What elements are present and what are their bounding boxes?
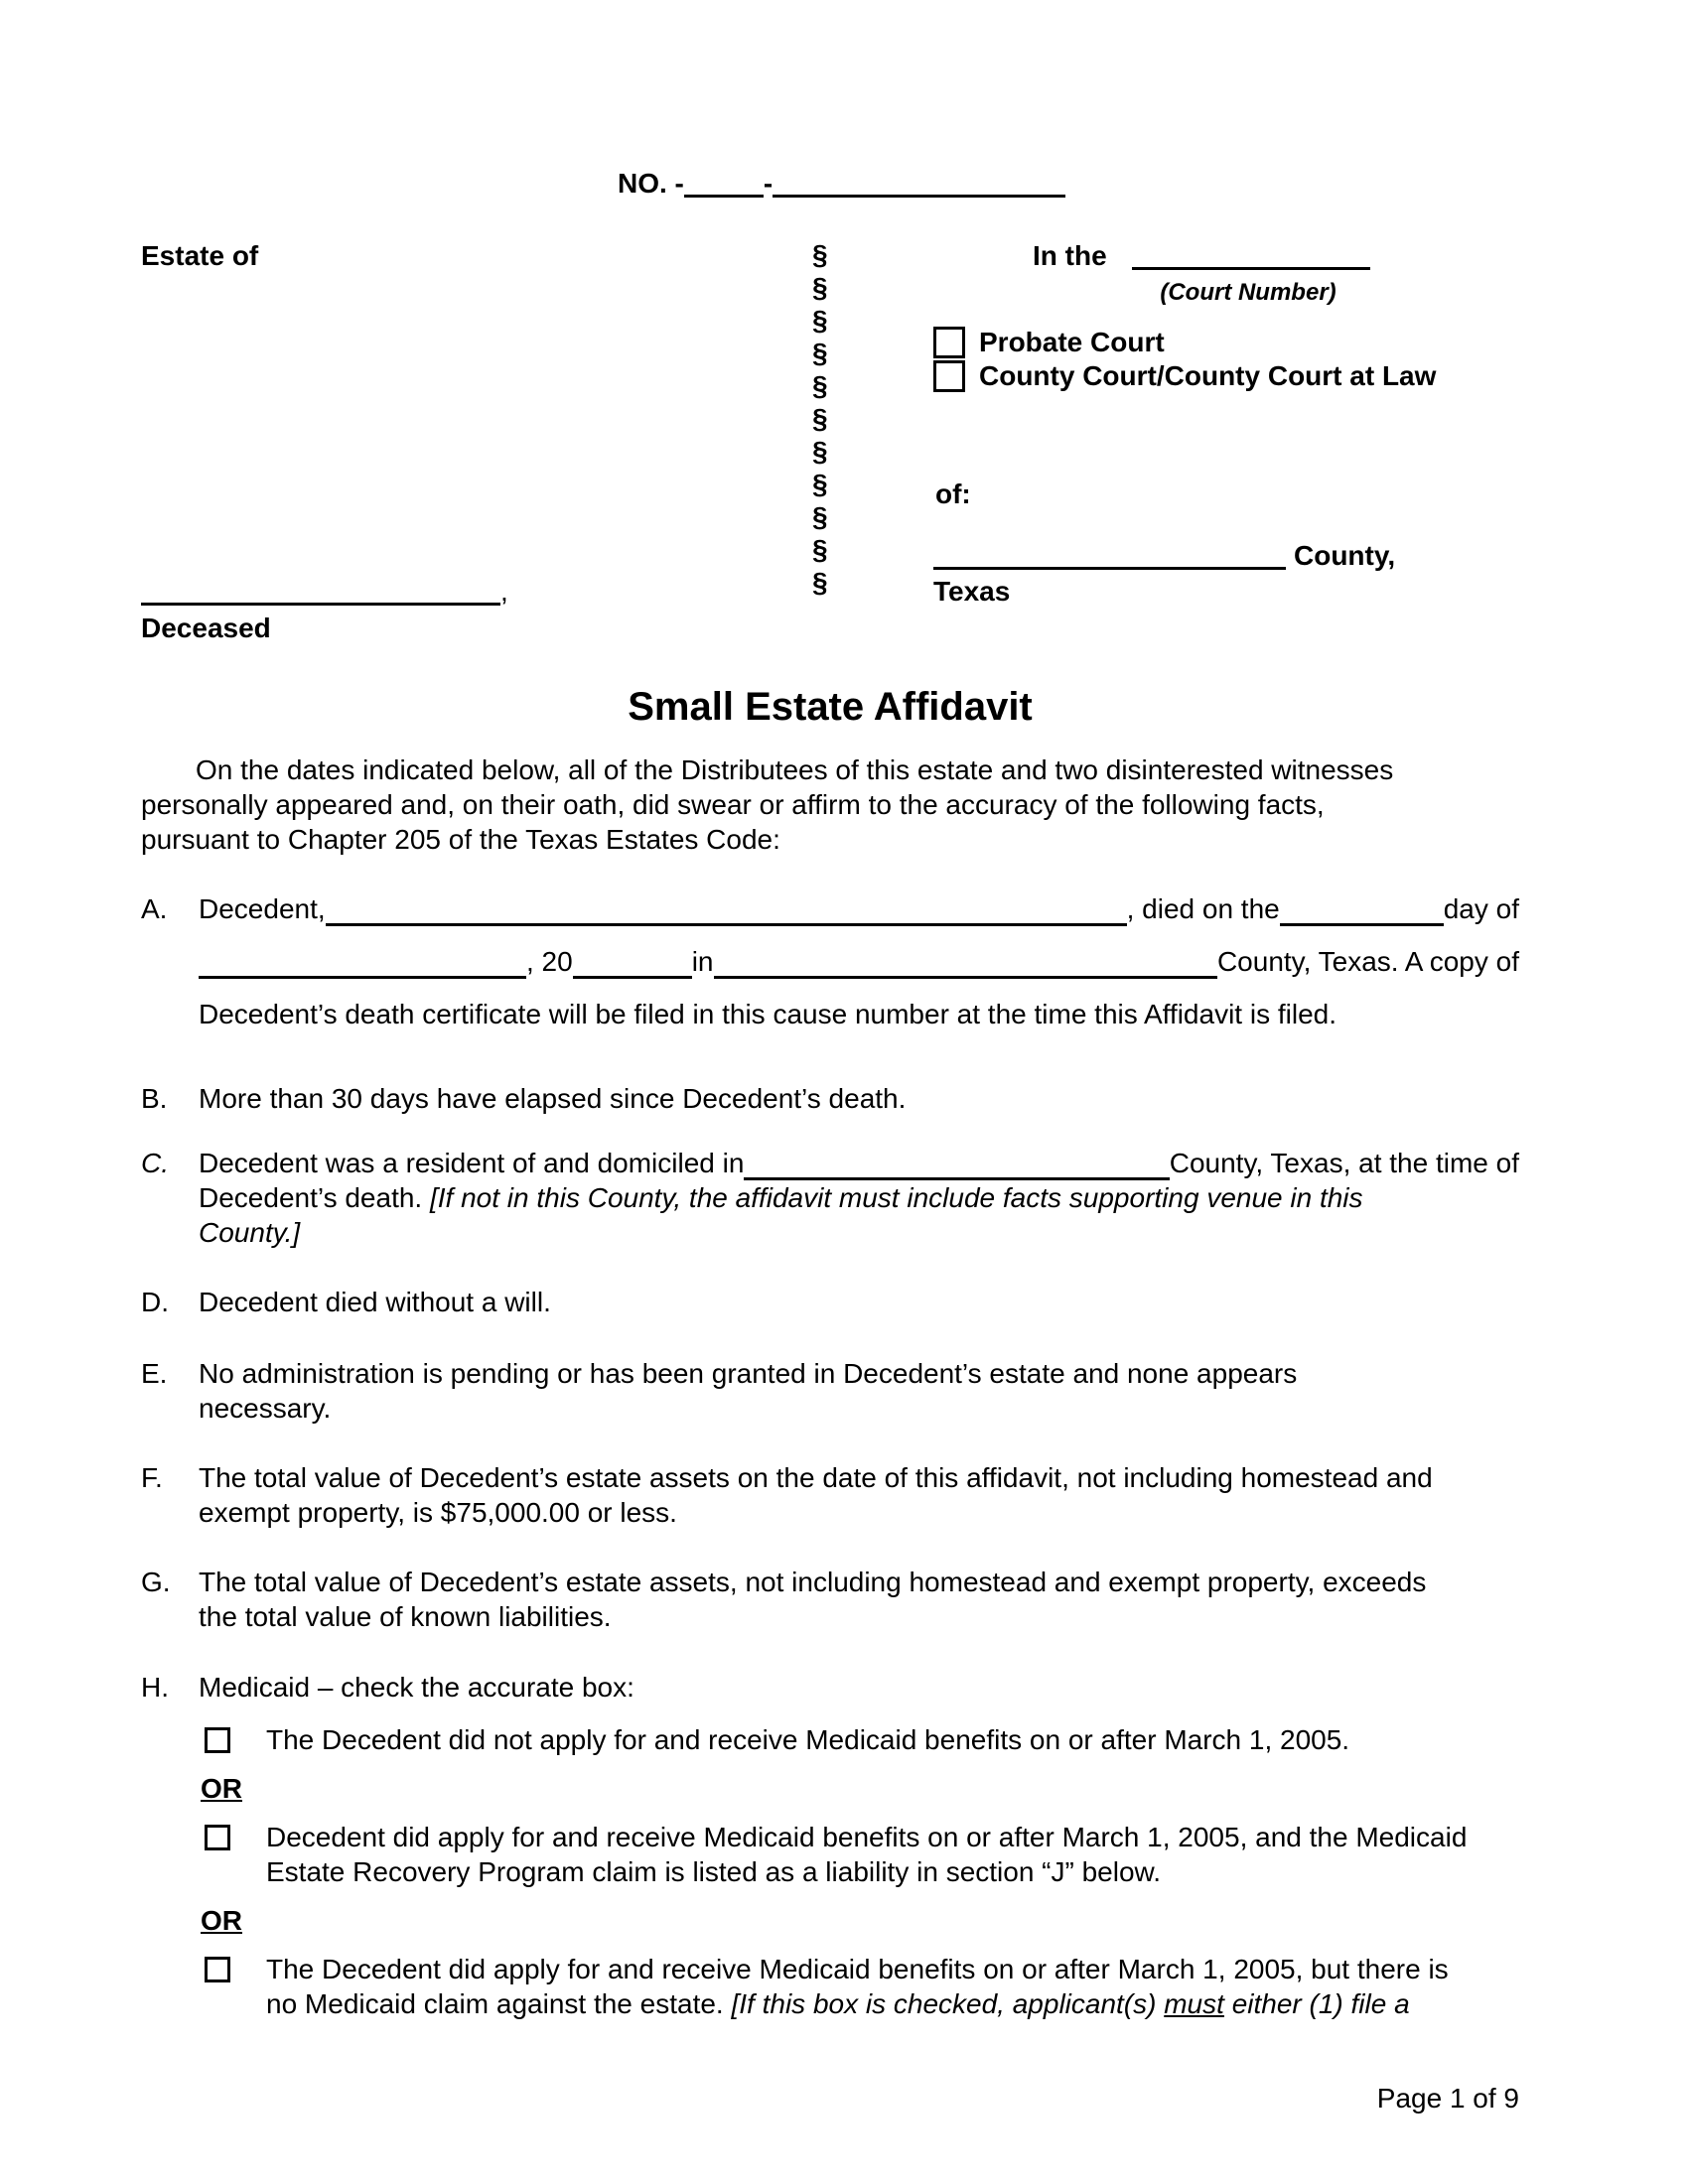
section-e-letter: E. [141,1358,168,1389]
section-a-text: , died on the [1126,893,1280,924]
section-symbol: § [812,239,828,270]
probate-court-label: Probate Court [979,327,1165,357]
section-a-text: , 20 [526,946,573,977]
page-number: Page 1 of 9 [1376,2083,1519,2114]
section-f-text: The total value of Decedent’s estate assets on the date of this affidavit, not including homestead and [199,1462,1433,1493]
section-symbol: § [812,403,828,434]
county-label: County, [1294,540,1396,571]
section-g-text: The total value of Decedent’s estate assets, not including homestead and exempt property, exceeds [199,1567,1427,1597]
comma: , [500,576,508,607]
residence-county-field[interactable] [744,1168,1169,1180]
intro-line: personally appeared and, on their oath, did swear or affirm to the accuracy of the following facts, [141,789,1325,820]
section-c-text: Decedent’s death. [199,1182,430,1213]
estate-of-label: Estate of [141,240,259,271]
section-symbol: § [812,469,828,499]
section-d [141,1285,1519,1319]
or-separator: OR [201,1905,242,1936]
intro-line: On the dates indicated below, all of the Distributees of this estate and two disinterested witnesses [196,754,1394,785]
decedent-name-field[interactable] [326,914,1127,926]
medicaid-option-3 [199,1952,1519,2021]
section-f [141,1460,1519,1530]
medicaid-option-3-note: [If this box is checked, applicant(s) [731,1988,1165,2019]
section-a-text: County, Texas. A copy of [1216,946,1519,977]
court-number-caption: (Court Number) [1160,279,1336,306]
of-label: of: [935,478,971,509]
section-c-note: County.] [199,1217,301,1248]
medicaid-option-1 [199,1722,1519,1757]
section-symbol: § [812,436,828,467]
section-g [141,1565,1519,1634]
section-h-heading: Medicaid – check the accurate box: [199,1672,634,1703]
medicaid-option-3-note: either (1) file a [1223,1988,1410,2019]
decedent-name-blank[interactable] [141,593,500,606]
section-symbol: § [812,501,828,532]
section-b-letter: B. [141,1083,168,1114]
section-a-text: in [691,946,714,977]
section-c [141,1146,1519,1250]
death-county-field[interactable] [714,967,1217,979]
county-court-label: County Court/County Court at Law [979,360,1437,391]
section-g-letter: G. [141,1567,171,1597]
in-the-court-line [1033,238,1370,273]
section-a [141,891,1519,1031]
death-year-field[interactable] [573,967,692,979]
section-a-letter: A. [141,893,168,924]
case-number-label: NO. - [618,168,684,199]
medicaid-option-2-text: Estate Recovery Program claim is listed as a liability in section “J” below. [266,1856,1162,1887]
section-d-letter: D. [141,1287,169,1317]
section-b-text: More than 30 days have elapsed since Decedent’s death. [199,1083,907,1114]
medicaid-option-2-text: Decedent did apply for and receive Medicaid benefits on or after March 1, 2005, and the Medicaid [266,1822,1468,1852]
section-h [141,1670,1519,2021]
medicaid-option-3-text: no Medicaid claim against the estate. [266,1988,732,2019]
section-e-text: No administration is pending or has been granted in Decedent’s estate and none appears [199,1358,1298,1389]
decedent-name-line [141,574,508,609]
section-e-text: necessary. [199,1393,332,1424]
section-c-text: Decedent was a resident of and domiciled in [199,1148,745,1178]
death-day-field[interactable] [1280,914,1444,926]
medicaid-option-3-checkbox[interactable] [205,1957,230,1982]
section-c-text: County, Texas, at the time of [1169,1148,1519,1178]
section-f-letter: F. [141,1462,163,1493]
section-g-text: the total value of known liabilities. [199,1601,612,1632]
court-number-blank[interactable] [1132,257,1370,270]
intro-paragraph [141,752,1519,857]
section-symbol: § [812,534,828,565]
section-symbol: § [812,338,828,368]
page-content [141,0,1519,2021]
section-a-text: day of [1443,893,1519,924]
section-f-text: exempt property, is $75,000.00 or less. [199,1497,677,1528]
intro-line: pursuant to Chapter 205 of the Texas Estates Code: [141,824,780,855]
section-symbol-column [812,238,828,599]
case-caption-header [141,0,1519,670]
in-the-label: In the [1033,240,1107,271]
county-court-checkbox[interactable] [933,360,965,392]
case-number-separator: - [763,168,774,199]
section-e [141,1356,1519,1426]
medicaid-option-3-text: The Decedent did apply for and receive Medicaid benefits on or after March 1, 2005, but there is [266,1954,1449,1984]
county-name-blank[interactable] [933,557,1286,570]
medicaid-option-3-note-emphasis: must [1164,1988,1224,2019]
page-title: Small Estate Affidavit [628,685,1033,729]
section-a-text: Decedent, [199,893,326,924]
county-court-option [933,358,1436,393]
medicaid-option-1-checkbox[interactable] [205,1727,230,1753]
case-number-blank-1[interactable] [684,185,764,198]
section-c-note: [If not in this County, the affidavit must include facts supporting venue in this [429,1182,1363,1213]
medicaid-option-1-text: The Decedent did not apply for and receive Medicaid benefits on or after March 1, 2005. [266,1724,1350,1755]
case-number-blank-2[interactable] [773,185,1065,198]
county-line [933,538,1395,573]
section-b [141,1081,1519,1116]
medicaid-option-2 [199,1820,1519,1889]
section-a-text: Decedent’s death certificate will be filed in this cause number at the time this Affidavit is filed. [199,999,1337,1029]
or-separator: OR [201,1773,242,1804]
case-number-line [618,166,1065,201]
section-symbol: § [812,272,828,303]
section-symbol: § [812,305,828,336]
death-month-field[interactable] [199,967,526,979]
deceased-label: Deceased [141,613,271,643]
section-symbol: § [812,370,828,401]
probate-court-checkbox[interactable] [933,327,965,358]
texas-label: Texas [933,576,1011,607]
medicaid-option-2-checkbox[interactable] [205,1825,230,1850]
probate-court-option [933,325,1165,359]
section-d-text: Decedent died without a will. [199,1287,551,1317]
section-symbol: § [812,567,828,598]
section-c-letter: C. [141,1148,169,1178]
section-h-letter: H. [141,1672,169,1703]
